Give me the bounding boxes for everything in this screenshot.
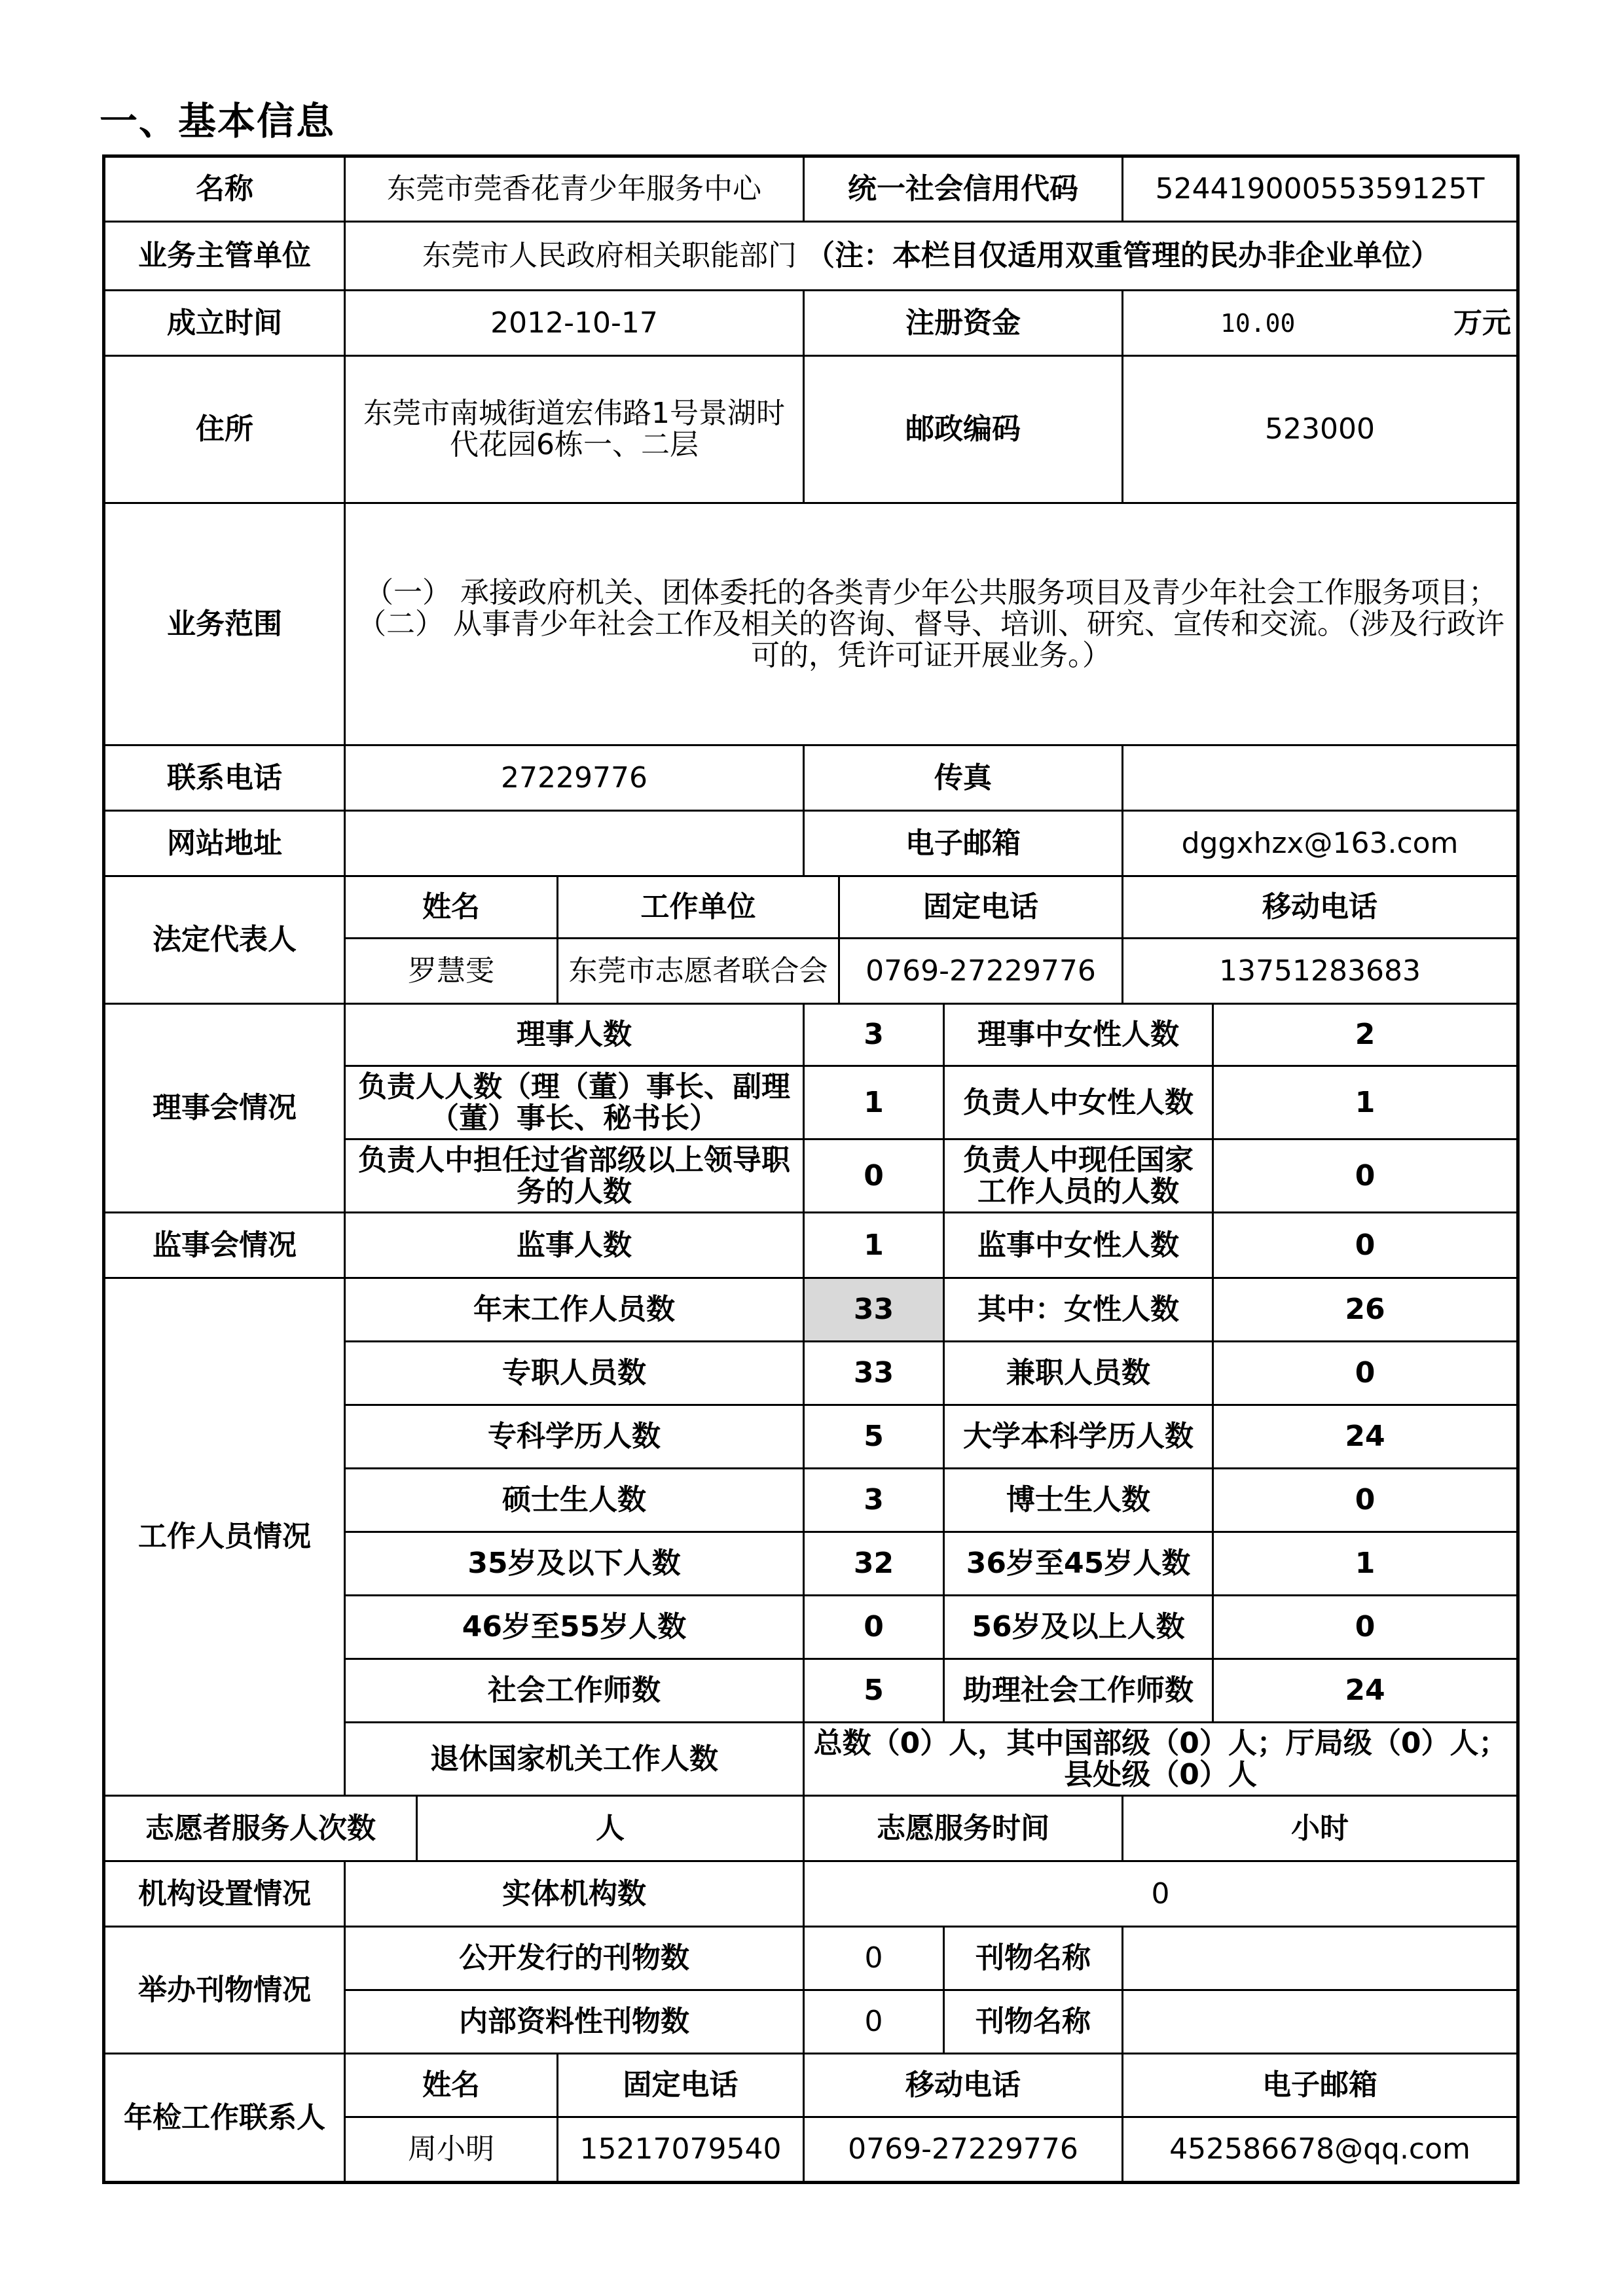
row-supervisory [104, 1213, 1518, 1278]
publication-name-value [1123, 1927, 1518, 1990]
supervisory-count-value: 1 [804, 1213, 944, 1278]
postcode-value: 523000 [1123, 356, 1518, 503]
contact-mobile: 0769-27229776 [804, 2117, 1123, 2183]
section-heading: 一、基本信息 [100, 99, 336, 143]
row-name [104, 156, 1518, 222]
capital-label: 注册资金 [804, 291, 1123, 356]
contact-header-mobile: 移动电话 [804, 2054, 1123, 2117]
supervisory-count-label: 监事人数 [345, 1213, 804, 1278]
volunteer-time-unit: 小时 [1123, 1796, 1518, 1861]
supervisor-cell [345, 222, 1518, 291]
volunteer-count-unit: 人 [417, 1796, 804, 1861]
capital-value: 10.00 [1220, 308, 1296, 338]
phone-value: 27229776 [345, 745, 804, 811]
council-item-value: 3 [804, 1004, 944, 1066]
row-legal-header [104, 876, 1518, 939]
council-item-value: 1 [1213, 1066, 1518, 1139]
staff-item-value: 1 [1213, 1532, 1518, 1596]
volunteer-time-label: 志愿服务时间 [804, 1796, 1123, 1861]
postcode-label: 邮政编码 [804, 356, 1123, 503]
staff-item-value: 26 [1213, 1278, 1518, 1342]
supervisory-label: 监事会情况 [104, 1213, 345, 1278]
row-website [104, 811, 1518, 876]
staff-item-label: 兼职人员数 [944, 1342, 1213, 1405]
staff-item-value: 24 [1213, 1405, 1518, 1469]
row-phone [104, 745, 1518, 811]
council-item-value: 0 [1213, 1139, 1518, 1213]
staff-item-value: 5 [804, 1405, 944, 1469]
row-founded [104, 291, 1518, 356]
publication-item-value: 0 [804, 1990, 944, 2054]
legal-rep-phone: 0769-27229776 [839, 939, 1123, 1004]
staff-item-label: 年末工作人员数 [345, 1278, 804, 1342]
publication-name-label: 刊物名称 [944, 1927, 1123, 1990]
staff-item-value: 0 [804, 1596, 944, 1659]
publication-name-value [1123, 1990, 1518, 2054]
legal-rep-header-phone: 固定电话 [839, 876, 1123, 939]
staff-item-label: 助理社会工作师数 [944, 1659, 1213, 1723]
contact-header-phone: 固定电话 [558, 2054, 804, 2117]
staff-item-label: 其中：女性人数 [944, 1278, 1213, 1342]
supervisory-female-value: 0 [1213, 1213, 1518, 1278]
email-value: dggxhzx@163.com [1123, 811, 1518, 876]
council-item-label: 负责人中现任国家工作人员的人数 [944, 1139, 1213, 1213]
retired-label: 退休国家机关工作人数 [345, 1723, 804, 1796]
staff-item-value: 5 [804, 1659, 944, 1723]
council-item-value: 1 [804, 1066, 944, 1139]
email-label: 电子邮箱 [804, 811, 1123, 876]
row-volunteer [104, 1796, 1518, 1861]
publication-label: 举办刊物情况 [104, 1927, 345, 2054]
website-value [345, 811, 804, 876]
council-item-label: 负责人人数（理（董）事长、副理（董）事长、秘书长） [345, 1066, 804, 1139]
contact-email: 452586678@qq.com [1123, 2117, 1518, 2183]
staff-item-label: 35岁及以下人数 [345, 1532, 804, 1596]
council-item-value: 0 [804, 1139, 944, 1213]
staff-item-value: 33 [804, 1342, 944, 1405]
credit-code-value: 52441900055359125T [1123, 156, 1518, 222]
publication-item-value: 0 [804, 1927, 944, 1990]
legal-rep-unit: 东莞市志愿者联合会 [558, 939, 839, 1004]
publication-item-label: 内部资料性刊物数 [345, 1990, 804, 2054]
staff-item-label: 专科学历人数 [345, 1405, 804, 1469]
name-value: 东莞市莞香花青少年服务中心 [345, 156, 804, 222]
council-item-value: 2 [1213, 1004, 1518, 1066]
council-item-label: 理事中女性人数 [944, 1004, 1213, 1066]
contact-phone: 15217079540 [558, 2117, 804, 2183]
legal-rep-header-mobile: 移动电话 [1123, 876, 1518, 939]
contact-header-name: 姓名 [345, 2054, 558, 2117]
phone-label: 联系电话 [104, 745, 345, 811]
staff-label: 工作人员情况 [104, 1278, 345, 1796]
capital-unit: 万元 [1453, 306, 1512, 340]
address-value: 东莞市南城街道宏伟路1号景湖时代花园6栋一、二层 [345, 356, 804, 503]
volunteer-label: 志愿者服务人次数 [104, 1796, 417, 1861]
staff-item-value: 0 [1213, 1342, 1518, 1405]
entity-count-value: 0 [804, 1861, 1518, 1927]
name-label: 名称 [104, 156, 345, 222]
staff-item-value: 0 [1213, 1596, 1518, 1659]
founded-label: 成立时间 [104, 291, 345, 356]
legal-rep-header-unit: 工作单位 [558, 876, 839, 939]
row-address [104, 356, 1518, 503]
contact-header-email: 电子邮箱 [1123, 2054, 1518, 2117]
staff-item-label: 56岁及以上人数 [944, 1596, 1213, 1659]
legal-rep-mobile: 13751283683 [1123, 939, 1518, 1004]
row-supervisor [104, 222, 1518, 291]
publication-item-label: 公开发行的刊物数 [345, 1927, 804, 1990]
council-item-label: 理事人数 [345, 1004, 804, 1066]
website-label: 网站地址 [104, 811, 345, 876]
publication-name-label: 刊物名称 [944, 1990, 1123, 2054]
legal-rep-label: 法定代表人 [104, 876, 345, 1004]
staff-item-label: 硕士生人数 [345, 1469, 804, 1532]
entity-count-label: 实体机构数 [345, 1861, 804, 1927]
staff-item-label: 社会工作师数 [345, 1659, 804, 1723]
staff-item-value: 33 [804, 1278, 944, 1342]
address-label: 住所 [104, 356, 345, 503]
supervisor-note: （注：本栏目仅适用双重管理的民办非企业单位） [806, 239, 1440, 272]
scope-value: （一） 承接政府机关、团体委托的各类青少年公共服务项目及青少年社会工作服务项目；（二） 从事青少年社会工作及相关的咨询、督导、培训、研究、宣传和交流。（涉及行政许可的，凭许可证开展业务。） [345, 503, 1518, 745]
staff-item-value: 3 [804, 1469, 944, 1532]
row-org [104, 1861, 1518, 1927]
legal-rep-name: 罗慧雯 [345, 939, 558, 1004]
legal-rep-header-name: 姓名 [345, 876, 558, 939]
founded-value: 2012-10-17 [345, 291, 804, 356]
staff-item-label: 专职人员数 [345, 1342, 804, 1405]
capital-cell [1123, 291, 1518, 356]
annual-contact-label: 年检工作联系人 [104, 2054, 345, 2183]
supervisor-value: 东莞市人民政府相关职能部门 [422, 239, 797, 272]
staff-item-value: 0 [1213, 1469, 1518, 1532]
staff-item-label: 大学本科学历人数 [944, 1405, 1213, 1469]
staff-item-value: 32 [804, 1532, 944, 1596]
basic-info-table [102, 154, 1520, 2184]
row-publication-1 [104, 1927, 1518, 1990]
staff-item-label: 46岁至55岁人数 [345, 1596, 804, 1659]
credit-code-label: 统一社会信用代码 [804, 156, 1123, 222]
fax-label: 传真 [804, 745, 1123, 811]
row-scope [104, 503, 1518, 745]
org-label: 机构设置情况 [104, 1861, 345, 1927]
council-item-label: 负责人中女性人数 [944, 1066, 1213, 1139]
supervisory-female-label: 监事中女性人数 [944, 1213, 1213, 1278]
council-item-label: 负责人中担任过省部级以上领导职务的人数 [345, 1139, 804, 1213]
contact-name: 周小明 [345, 2117, 558, 2183]
staff-item-label: 36岁至45岁人数 [944, 1532, 1213, 1596]
row-contact-header [104, 2054, 1518, 2117]
row-staff-1 [104, 1278, 1518, 1342]
supervisor-label: 业务主管单位 [104, 222, 345, 291]
retired-value: 总数（0）人，其中国部级（0）人；厅局级（0）人；县处级（0）人 [804, 1723, 1518, 1796]
row-council-1 [104, 1004, 1518, 1066]
staff-item-label: 博士生人数 [944, 1469, 1213, 1532]
fax-value [1123, 745, 1518, 811]
council-label: 理事会情况 [104, 1004, 345, 1213]
scope-label: 业务范围 [104, 503, 345, 745]
staff-item-value: 24 [1213, 1659, 1518, 1723]
